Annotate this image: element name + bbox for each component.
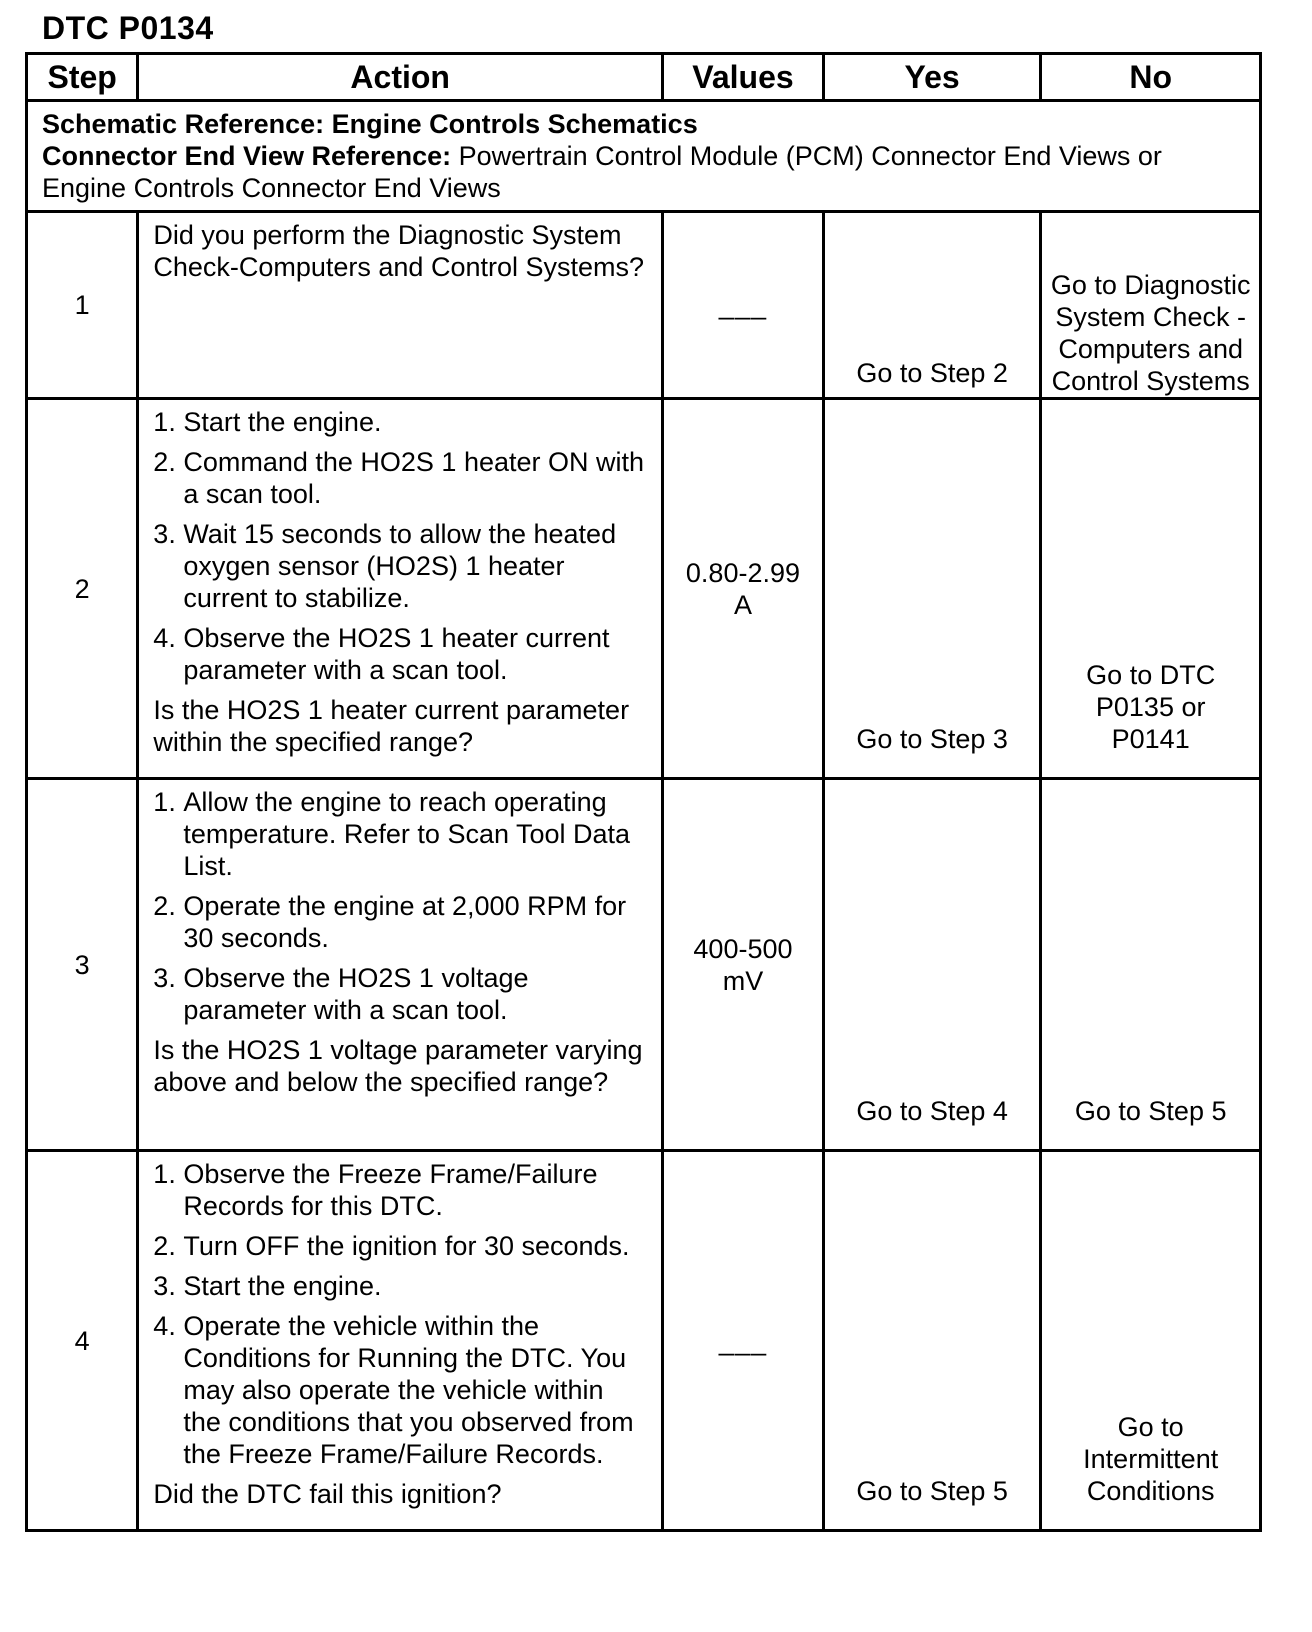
action-question: Did the DTC fail this ignition? (153, 1479, 502, 1509)
value-text: ___ (718, 290, 767, 320)
action-step-item: 1. Observe the Freeze Frame/Failure Records for this DTC. (183, 1158, 645, 1222)
table-row (27, 399, 1261, 779)
action-step-item: 4. Operate the vehicle within the Conditions for Running the DTC. You may also operate the vehicle within the conditions that you observed from the Freeze Frame/Failure Records. (183, 1310, 645, 1470)
connector-reference-label: Connector End View Reference: (42, 141, 452, 171)
step-number: 1 (27, 212, 138, 399)
action-step-item: 4. Observe the HO2S 1 heater current parameter with a scan tool. (183, 622, 645, 686)
header-values: Values (663, 54, 824, 101)
value-text: 400-500 mV (693, 933, 793, 996)
header-action: Action (138, 54, 663, 101)
action-question: Is the HO2S 1 heater current parameter within the specified range? (153, 695, 630, 757)
header-step: Step (27, 54, 138, 101)
yes-cell: Go to Step 3 (823, 399, 1041, 779)
header-row (27, 54, 1261, 101)
action-cell (138, 212, 663, 399)
reference-row (27, 101, 1261, 212)
action-step-item: 2. Command the HO2S 1 heater ON with a scan tool. (183, 446, 645, 510)
yes-cell: Go to Step 4 (823, 779, 1041, 1151)
values-cell (663, 779, 824, 1151)
action-step-item: 3. Observe the HO2S 1 voltage parameter with a scan tool. (183, 962, 645, 1026)
connector-reference-text: Powertrain Control Module (PCM) Connector End Views or Engine Controls Connector End Views (42, 141, 1162, 203)
action-step-item: 3. Start the engine. (183, 1270, 645, 1302)
action-step-item: 3. Wait 15 seconds to allow the heated oxygen sensor (HO2S) 1 heater current to stabilize. (183, 518, 645, 614)
diagnostic-table (25, 52, 1262, 1532)
action-cell (138, 399, 663, 779)
step-number: 4 (27, 1151, 138, 1531)
no-cell: Go to DTC P0135 or P0141 (1041, 399, 1261, 779)
table-row (27, 212, 1261, 399)
action-step-item: 2. Operate the engine at 2,000 RPM for 30 seconds. (183, 890, 645, 954)
action-step-item: 1. Start the engine. (183, 406, 645, 438)
step-number: 2 (27, 399, 138, 779)
schematic-reference: Schematic Reference: Engine Controls Schematics (42, 109, 698, 139)
action-cell (138, 779, 663, 1151)
action-step-item: 1. Allow the engine to reach operating temperature. Refer to Scan Tool Data List. (183, 786, 645, 882)
step-number: 3 (27, 779, 138, 1151)
no-cell: Go to Step 5 (1041, 779, 1261, 1151)
action-step-item: 2. Turn OFF the ignition for 30 seconds. (183, 1230, 645, 1262)
action-steps (153, 406, 645, 686)
page-title: DTC P0134 (42, 10, 214, 46)
yes-cell: Go to Step 5 (823, 1151, 1041, 1531)
table-row (27, 1151, 1261, 1531)
value-text: 0.80-2.99 A (685, 557, 800, 620)
values-cell (663, 212, 824, 399)
no-cell: Go to Intermittent Conditions (1041, 1151, 1261, 1531)
table-row (27, 779, 1261, 1151)
action-question: Did you perform the Diagnostic System Check-Computers and Control Systems? (153, 220, 645, 282)
no-cell: Go to Diagnostic System Check - Computers and Control Systems (1041, 212, 1261, 399)
connector-reference (42, 140, 1245, 204)
action-cell (138, 1151, 663, 1531)
value-text: ___ (718, 1325, 767, 1356)
action-steps (153, 786, 645, 1026)
reference-cell (27, 101, 1261, 212)
header-yes: Yes (823, 54, 1041, 101)
values-cell (663, 1151, 824, 1531)
values-cell (663, 399, 824, 779)
header-no: No (1041, 54, 1261, 101)
action-steps (153, 1158, 645, 1470)
yes-cell: Go to Step 2 (823, 212, 1041, 399)
action-question: Is the HO2S 1 voltage parameter varying above and below the specified range? (153, 1035, 643, 1097)
